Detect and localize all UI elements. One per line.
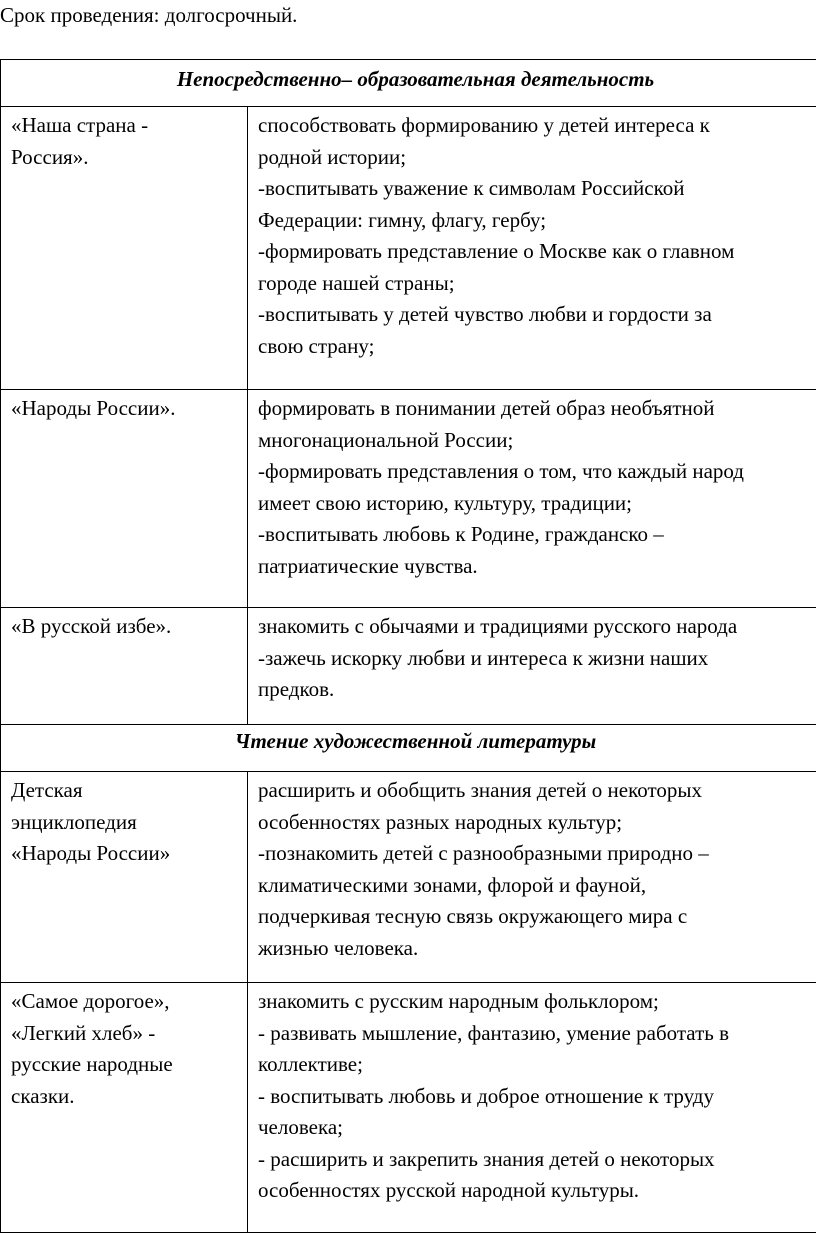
topic-cell xyxy=(1,608,248,725)
activities-table xyxy=(0,59,816,1233)
goal-line: человека; xyxy=(258,1112,816,1144)
topic-line: «В русской избе». xyxy=(11,611,243,643)
goal-line: - развивать мышление, фантазию, умение работать в xyxy=(258,1018,816,1050)
goal-line: патриатические чувства. xyxy=(258,551,816,583)
goal-line: -познакомить детей с разнообразными природно – xyxy=(258,838,816,870)
topic-cell xyxy=(1,107,248,390)
topic-line: «Народы России». xyxy=(11,393,243,425)
goal-line: родной истории; xyxy=(258,142,816,174)
goal-line: -воспитывать любовь к Родине, гражданско – xyxy=(258,519,816,551)
table-row xyxy=(1,608,816,725)
section-title: Чтение художественной литературы xyxy=(1,725,816,758)
goal-line: знакомить с русским народным фольклором; xyxy=(258,986,816,1018)
topic-line: Россия». xyxy=(11,142,243,174)
topic-line: Детская xyxy=(11,775,243,807)
topic-line: русские народные xyxy=(11,1049,243,1081)
term-line: Срок проведения: долгосрочный. xyxy=(0,2,297,28)
table-row xyxy=(1,390,816,608)
goals-cell xyxy=(248,390,816,608)
table-row xyxy=(1,772,816,983)
goal-line: Федерации: гимну, флагу, гербу; xyxy=(258,205,816,237)
goal-line: способствовать формированию у детей интереса к xyxy=(258,110,816,142)
topic-line: «Наша страна - xyxy=(11,110,243,142)
goal-line: климатическими зонами, флорой и фауной, xyxy=(258,870,816,902)
topic-line: энциклопедия xyxy=(11,807,243,839)
goal-line: свою страну; xyxy=(258,331,816,363)
goal-line: - расширить и закрепить знания детей о некоторых xyxy=(258,1144,816,1176)
topic-cell xyxy=(1,772,248,983)
table-row xyxy=(1,107,816,390)
goal-line: -зажечь искорку любви и интереса к жизни наших xyxy=(258,643,816,675)
topic-line: «Легкий хлеб» - xyxy=(11,1018,243,1050)
section-header-row xyxy=(1,60,816,107)
goal-line: коллективе; xyxy=(258,1049,816,1081)
section-heading xyxy=(1,725,816,772)
goal-line: -воспитывать у детей чувство любви и гордости за xyxy=(258,299,816,331)
goal-line: -формировать представления о том, что каждый народ xyxy=(258,456,816,488)
goal-line: -формировать представление о Москве как о главном xyxy=(258,236,816,268)
section-title: Непосредственно– образовательная деятельность xyxy=(1,60,816,96)
table-row xyxy=(1,983,816,1233)
goal-line: - воспитывать любовь и доброе отношение к труду xyxy=(258,1081,816,1113)
topic-line: «Народы России» xyxy=(11,838,243,870)
goal-line: -воспитывать уважение к символам Российской xyxy=(258,173,816,205)
goals-cell xyxy=(248,107,816,390)
section-header-row xyxy=(1,725,816,772)
goal-line: расширить и обобщить знания детей о некоторых xyxy=(258,775,816,807)
topic-line: «Самое дорогое», xyxy=(11,986,243,1018)
goals-cell xyxy=(248,983,816,1233)
goal-line: жизнью человека. xyxy=(258,933,816,965)
section-heading xyxy=(1,60,816,107)
topic-cell xyxy=(1,390,248,608)
goal-line: формировать в понимании детей образ необъятной xyxy=(258,393,816,425)
topic-line: сказки. xyxy=(11,1081,243,1113)
goals-cell xyxy=(248,608,816,725)
goal-line: предков. xyxy=(258,674,816,706)
goal-line: городе нашей страны; xyxy=(258,268,816,300)
goals-cell xyxy=(248,772,816,983)
goal-line: особенностях русской народной культуры. xyxy=(258,1175,816,1207)
goal-line: многонациональной России; xyxy=(258,425,816,457)
topic-cell xyxy=(1,983,248,1233)
goal-line: особенностях разных народных культур; xyxy=(258,807,816,839)
goal-line: имеет свою историю, культуру, традиции; xyxy=(258,488,816,520)
goal-line: подчеркивая тесную связь окружающего мира с xyxy=(258,901,816,933)
goal-line: знакомить с обычаями и традициями русского народа xyxy=(258,611,816,643)
